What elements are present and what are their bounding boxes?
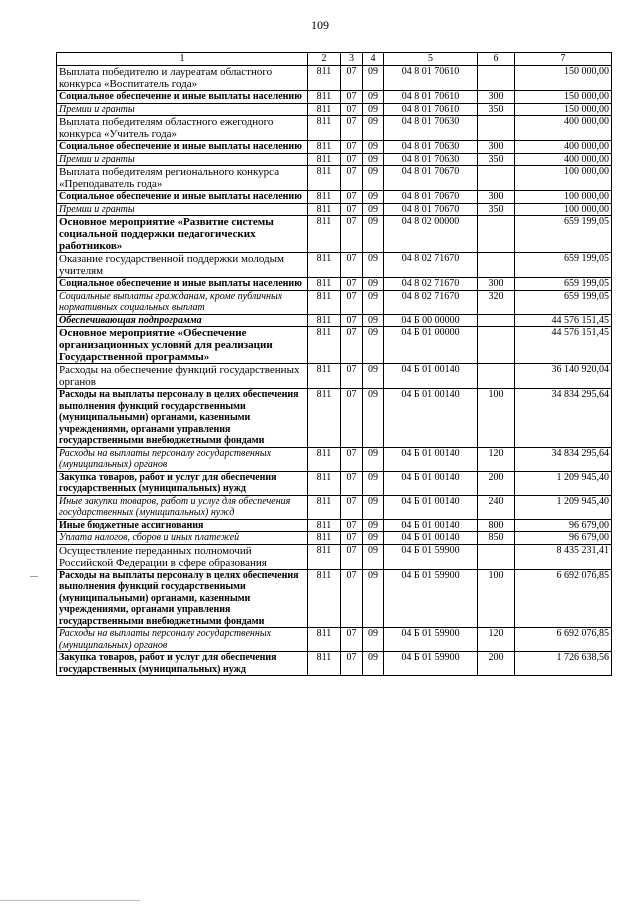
description-cell: Оказание государственной поддержки молодым учителям xyxy=(57,253,308,278)
subsection-cell: 09 xyxy=(363,116,384,141)
section-cell: 07 xyxy=(341,364,363,389)
subsection-cell: 09 xyxy=(363,314,384,327)
description-cell: Премии и гранты xyxy=(57,153,308,166)
target-article-cell: 04 8 01 70670 xyxy=(384,166,478,191)
section-cell: 07 xyxy=(341,253,363,278)
admin-code-cell: 811 xyxy=(308,519,341,532)
column-header-5: 5 xyxy=(384,53,478,66)
target-article-cell: 04 8 02 71670 xyxy=(384,253,478,278)
description-cell: Расходы на выплаты персоналу государственных (муниципальных) органов xyxy=(57,628,308,652)
expense-type-cell xyxy=(478,66,515,91)
table-row xyxy=(57,203,612,216)
description-cell: Выплата победителю и лауреатам областного конкурса «Воспитатель года» xyxy=(57,66,308,91)
table-body xyxy=(57,66,612,676)
expense-type-cell xyxy=(478,253,515,278)
expense-type-cell: 240 xyxy=(478,495,515,519)
admin-code-cell: 811 xyxy=(308,290,341,314)
admin-code-cell: 811 xyxy=(308,389,341,448)
admin-code-cell: 811 xyxy=(308,191,341,204)
table-row xyxy=(57,327,612,364)
admin-code-cell: 811 xyxy=(308,532,341,545)
table-row xyxy=(57,91,612,104)
admin-code-cell: 811 xyxy=(308,471,341,495)
description-cell: Расходы на обеспечение функций государственных органов xyxy=(57,364,308,389)
expense-type-cell: 800 xyxy=(478,519,515,532)
table-row xyxy=(57,544,612,569)
amount-cell: 400 000,00 xyxy=(515,116,612,141)
subsection-cell: 09 xyxy=(363,203,384,216)
section-cell: 07 xyxy=(341,471,363,495)
amount-cell: 34 834 295,64 xyxy=(515,389,612,448)
expense-type-cell: 200 xyxy=(478,471,515,495)
description-cell: Социальное обеспечение и иные выплаты населению xyxy=(57,141,308,154)
expense-type-cell: 200 xyxy=(478,652,515,676)
table-row xyxy=(57,628,612,652)
expense-type-cell: 350 xyxy=(478,153,515,166)
target-article-cell: 04 Б 00 00000 xyxy=(384,314,478,327)
target-article-cell: 04 Б 01 00140 xyxy=(384,447,478,471)
expense-type-cell: 300 xyxy=(478,141,515,154)
description-cell: Премии и гранты xyxy=(57,203,308,216)
admin-code-cell: 811 xyxy=(308,166,341,191)
amount-cell: 8 435 231,41 xyxy=(515,544,612,569)
expense-type-cell xyxy=(478,216,515,253)
target-article-cell: 04 8 01 70670 xyxy=(384,191,478,204)
section-cell: 07 xyxy=(341,314,363,327)
target-article-cell: 04 Б 01 00140 xyxy=(384,495,478,519)
admin-code-cell: 811 xyxy=(308,216,341,253)
description-cell: Социальные выплаты гражданам, кроме публичных нормативных социальных выплат xyxy=(57,290,308,314)
table-row xyxy=(57,103,612,116)
target-article-cell: 04 8 02 71670 xyxy=(384,278,478,291)
budget-table xyxy=(56,52,612,676)
expense-type-cell: 120 xyxy=(478,447,515,471)
page-number: 109 xyxy=(311,18,329,32)
target-article-cell: 04 8 01 70670 xyxy=(384,203,478,216)
amount-cell: 659 199,05 xyxy=(515,216,612,253)
amount-cell: 44 576 151,45 xyxy=(515,314,612,327)
table-row xyxy=(57,314,612,327)
admin-code-cell: 811 xyxy=(308,447,341,471)
amount-cell: 659 199,05 xyxy=(515,278,612,291)
target-article-cell: 04 Б 01 00140 xyxy=(384,519,478,532)
subsection-cell: 09 xyxy=(363,141,384,154)
expense-type-cell: 100 xyxy=(478,569,515,628)
subsection-cell: 09 xyxy=(363,290,384,314)
expense-type-cell: 850 xyxy=(478,532,515,545)
expense-type-cell xyxy=(478,166,515,191)
amount-cell: 150 000,00 xyxy=(515,103,612,116)
description-cell: Осуществление переданных полномочий Российской Федерации в сфере образования xyxy=(57,544,308,569)
description-cell: Расходы на выплаты персоналу в целях обеспечения выполнения функций государственными (муниципальными) органами, казенными учреждениями, органами управления государственными внебюджетными фондами xyxy=(57,389,308,448)
section-cell: 07 xyxy=(341,66,363,91)
expense-type-cell: 300 xyxy=(478,191,515,204)
target-article-cell: 04 8 01 70610 xyxy=(384,91,478,104)
table-row xyxy=(57,191,612,204)
subsection-cell: 09 xyxy=(363,519,384,532)
column-header-2: 2 xyxy=(308,53,341,66)
subsection-cell: 09 xyxy=(363,364,384,389)
table-row xyxy=(57,364,612,389)
admin-code-cell: 811 xyxy=(308,652,341,676)
section-cell: 07 xyxy=(341,216,363,253)
section-cell: 07 xyxy=(341,327,363,364)
amount-cell: 150 000,00 xyxy=(515,66,612,91)
section-cell: 07 xyxy=(341,153,363,166)
subsection-cell: 09 xyxy=(363,389,384,448)
table-row xyxy=(57,253,612,278)
admin-code-cell: 811 xyxy=(308,569,341,628)
admin-code-cell: 811 xyxy=(308,91,341,104)
description-cell: Выплата победителям регионального конкурса «Преподаватель года» xyxy=(57,166,308,191)
description-cell: Расходы на выплаты персоналу в целях обеспечения выполнения функций государственными (муниципальными) органами, казенными учреждениями, органами управления государственными внебюджетными фондами xyxy=(57,569,308,628)
amount-cell: 96 679,00 xyxy=(515,519,612,532)
subsection-cell: 09 xyxy=(363,544,384,569)
table-row xyxy=(57,495,612,519)
amount-cell: 96 679,00 xyxy=(515,532,612,545)
table-row xyxy=(57,532,612,545)
expense-type-cell: 100 xyxy=(478,389,515,448)
table-row xyxy=(57,116,612,141)
target-article-cell: 04 Б 01 59900 xyxy=(384,544,478,569)
subsection-cell: 09 xyxy=(363,495,384,519)
scan-artifact-left xyxy=(30,576,38,577)
description-cell: Обеспечивающая подпрограмма xyxy=(57,314,308,327)
amount-cell: 400 000,00 xyxy=(515,153,612,166)
expense-type-cell: 350 xyxy=(478,103,515,116)
expense-type-cell: 350 xyxy=(478,203,515,216)
table-row xyxy=(57,389,612,448)
description-cell: Социальное обеспечение и иные выплаты населению xyxy=(57,91,308,104)
admin-code-cell: 811 xyxy=(308,253,341,278)
table-row xyxy=(57,216,612,253)
column-header-3: 3 xyxy=(341,53,363,66)
target-article-cell: 04 Б 01 00140 xyxy=(384,532,478,545)
subsection-cell: 09 xyxy=(363,628,384,652)
amount-cell: 44 576 151,45 xyxy=(515,327,612,364)
expense-type-cell: 300 xyxy=(478,91,515,104)
admin-code-cell: 811 xyxy=(308,116,341,141)
target-article-cell: 04 Б 01 00140 xyxy=(384,389,478,448)
expense-type-cell xyxy=(478,327,515,364)
section-cell: 07 xyxy=(341,166,363,191)
expense-type-cell: 320 xyxy=(478,290,515,314)
subsection-cell: 09 xyxy=(363,191,384,204)
amount-cell: 6 692 076,85 xyxy=(515,628,612,652)
table-row xyxy=(57,652,612,676)
table-row xyxy=(57,66,612,91)
expense-type-cell xyxy=(478,544,515,569)
subsection-cell: 09 xyxy=(363,216,384,253)
admin-code-cell: 811 xyxy=(308,544,341,569)
expense-type-cell xyxy=(478,314,515,327)
target-article-cell: 04 Б 01 59900 xyxy=(384,628,478,652)
description-cell: Выплата победителям областного ежегодного конкурса «Учитель года» xyxy=(57,116,308,141)
amount-cell: 1 209 945,40 xyxy=(515,495,612,519)
section-cell: 07 xyxy=(341,103,363,116)
section-cell: 07 xyxy=(341,544,363,569)
section-cell: 07 xyxy=(341,91,363,104)
section-cell: 07 xyxy=(341,116,363,141)
table-row xyxy=(57,141,612,154)
subsection-cell: 09 xyxy=(363,91,384,104)
expense-type-cell xyxy=(478,364,515,389)
section-cell: 07 xyxy=(341,569,363,628)
admin-code-cell: 811 xyxy=(308,327,341,364)
subsection-cell: 09 xyxy=(363,153,384,166)
table-row xyxy=(57,471,612,495)
description-cell: Закупка товаров, работ и услуг для обеспечения государственных (муниципальных) нужд xyxy=(57,652,308,676)
target-article-cell: 04 8 01 70630 xyxy=(384,116,478,141)
description-cell: Социальное обеспечение и иные выплаты населению xyxy=(57,191,308,204)
admin-code-cell: 811 xyxy=(308,628,341,652)
section-cell: 07 xyxy=(341,519,363,532)
target-article-cell: 04 Б 01 59900 xyxy=(384,652,478,676)
amount-cell: 34 834 295,64 xyxy=(515,447,612,471)
subsection-cell: 09 xyxy=(363,447,384,471)
section-cell: 07 xyxy=(341,447,363,471)
description-cell: Иные закупки товаров, работ и услуг для обеспечения государственных (муниципальных) нужд xyxy=(57,495,308,519)
table-row xyxy=(57,153,612,166)
subsection-cell: 09 xyxy=(363,471,384,495)
section-cell: 07 xyxy=(341,141,363,154)
subsection-cell: 09 xyxy=(363,66,384,91)
section-cell: 07 xyxy=(341,203,363,216)
amount-cell: 100 000,00 xyxy=(515,203,612,216)
target-article-cell: 04 Б 01 00000 xyxy=(384,327,478,364)
target-article-cell: 04 Б 01 00140 xyxy=(384,471,478,495)
admin-code-cell: 811 xyxy=(308,103,341,116)
amount-cell: 36 140 920,04 xyxy=(515,364,612,389)
amount-cell: 1 209 945,40 xyxy=(515,471,612,495)
amount-cell: 100 000,00 xyxy=(515,166,612,191)
table-row xyxy=(57,519,612,532)
admin-code-cell: 811 xyxy=(308,153,341,166)
column-header-7: 7 xyxy=(515,53,612,66)
subsection-cell: 09 xyxy=(363,166,384,191)
target-article-cell: 04 8 02 71670 xyxy=(384,290,478,314)
column-header-4: 4 xyxy=(363,53,384,66)
amount-cell: 6 692 076,85 xyxy=(515,569,612,628)
section-cell: 07 xyxy=(341,191,363,204)
subsection-cell: 09 xyxy=(363,278,384,291)
table-row xyxy=(57,447,612,471)
section-cell: 07 xyxy=(341,532,363,545)
subsection-cell: 09 xyxy=(363,103,384,116)
description-cell: Основное мероприятие «Обеспечение организационных условий для реализации Государственной программы» xyxy=(57,327,308,364)
admin-code-cell: 811 xyxy=(308,495,341,519)
amount-cell: 400 000,00 xyxy=(515,141,612,154)
description-cell: Уплата налогов, сборов и иных платежей xyxy=(57,532,308,545)
amount-cell: 659 199,05 xyxy=(515,253,612,278)
admin-code-cell: 811 xyxy=(308,364,341,389)
description-cell: Социальное обеспечение и иные выплаты населению xyxy=(57,278,308,291)
subsection-cell: 09 xyxy=(363,652,384,676)
admin-code-cell: 811 xyxy=(308,66,341,91)
subsection-cell: 09 xyxy=(363,253,384,278)
admin-code-cell: 811 xyxy=(308,203,341,216)
expense-type-cell: 300 xyxy=(478,278,515,291)
target-article-cell: 04 Б 01 00140 xyxy=(384,364,478,389)
amount-cell: 1 726 638,56 xyxy=(515,652,612,676)
section-cell: 07 xyxy=(341,495,363,519)
subsection-cell: 09 xyxy=(363,569,384,628)
description-cell: Иные бюджетные ассигнования xyxy=(57,519,308,532)
section-cell: 07 xyxy=(341,389,363,448)
table-row xyxy=(57,290,612,314)
section-cell: 07 xyxy=(341,628,363,652)
table-row xyxy=(57,166,612,191)
table-row xyxy=(57,278,612,291)
expense-type-cell xyxy=(478,116,515,141)
description-cell: Закупка товаров, работ и услуг для обеспечения государственных (муниципальных) нужд xyxy=(57,471,308,495)
amount-cell: 659 199,05 xyxy=(515,290,612,314)
admin-code-cell: 811 xyxy=(308,141,341,154)
expense-type-cell: 120 xyxy=(478,628,515,652)
amount-cell: 100 000,00 xyxy=(515,191,612,204)
table-row xyxy=(57,569,612,628)
target-article-cell: 04 8 01 70630 xyxy=(384,141,478,154)
target-article-cell: 04 8 01 70610 xyxy=(384,103,478,116)
target-article-cell: 04 8 01 70610 xyxy=(384,66,478,91)
column-header-1: 1 xyxy=(57,53,308,66)
section-cell: 07 xyxy=(341,290,363,314)
admin-code-cell: 811 xyxy=(308,314,341,327)
target-article-cell: 04 Б 01 59900 xyxy=(384,569,478,628)
target-article-cell: 04 8 02 00000 xyxy=(384,216,478,253)
subsection-cell: 09 xyxy=(363,327,384,364)
target-article-cell: 04 8 01 70630 xyxy=(384,153,478,166)
column-header-6: 6 xyxy=(478,53,515,66)
section-cell: 07 xyxy=(341,652,363,676)
description-cell: Премии и гранты xyxy=(57,103,308,116)
section-cell: 07 xyxy=(341,278,363,291)
description-cell: Основное мероприятие «Развитие системы социальной поддержки педагогических работников» xyxy=(57,216,308,253)
amount-cell: 150 000,00 xyxy=(515,91,612,104)
description-cell: Расходы на выплаты персоналу государственных (муниципальных) органов xyxy=(57,447,308,471)
admin-code-cell: 811 xyxy=(308,278,341,291)
column-number-row xyxy=(57,53,612,66)
subsection-cell: 09 xyxy=(363,532,384,545)
scan-artifact-bottom xyxy=(0,900,140,901)
